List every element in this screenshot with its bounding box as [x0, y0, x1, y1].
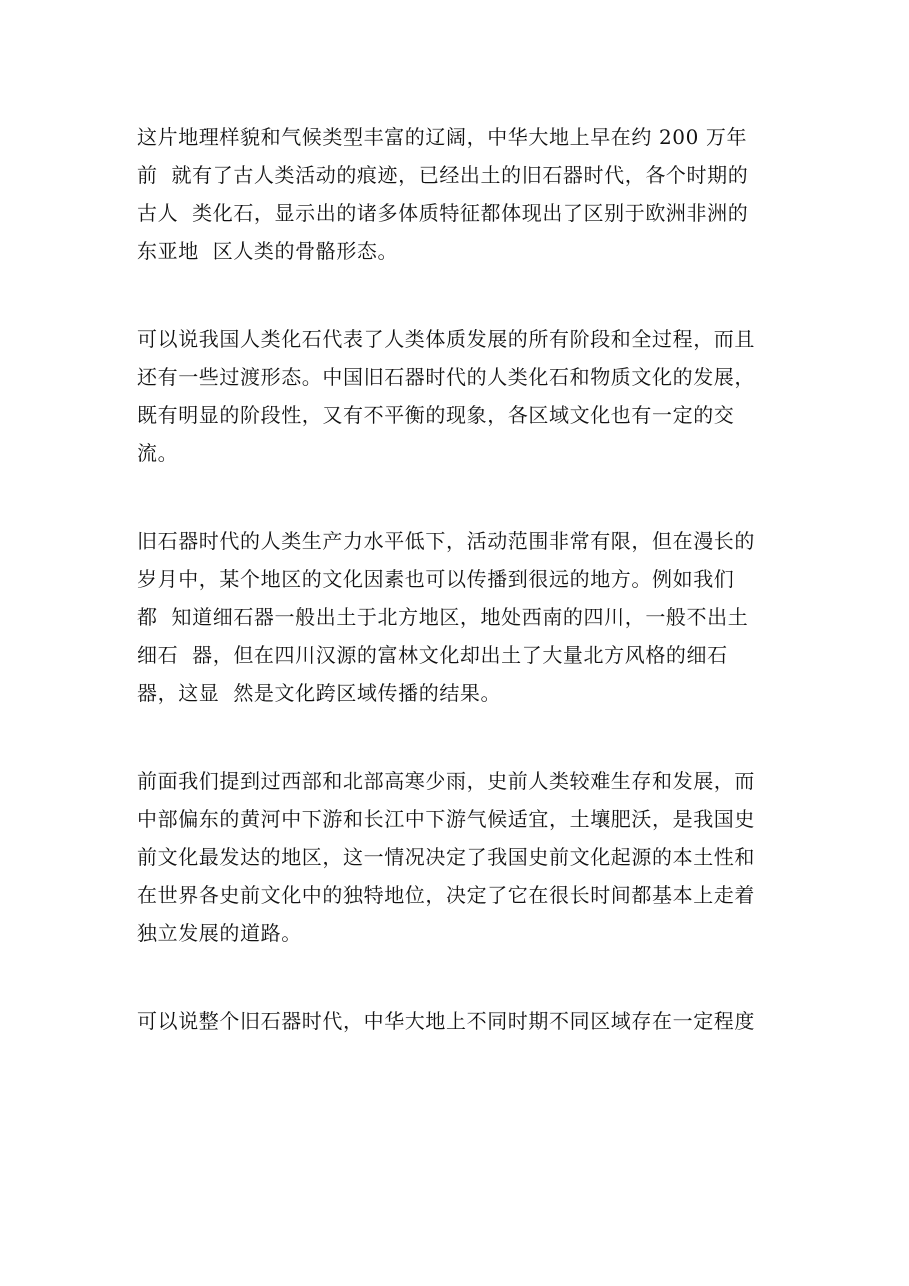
paragraph-line: 细石 器，但在四川汉源的富林文化却出土了大量北方风格的细石 — [137, 643, 728, 667]
paragraph-4 — [137, 762, 777, 952]
paragraph-line: 都 知道细石器一般出土于北方地区，地处西南的四川，一般不出土 — [137, 605, 749, 629]
paragraph-line: 古人 类化石，显示出的诸多体质特征都体现出了区别于欧洲非洲的 — [137, 201, 749, 225]
paragraph-line: 在世界各史前文化中的独特地位，决定了它在很长时间都基本上走着 — [137, 883, 755, 907]
paragraph-1 — [137, 118, 777, 270]
paragraph-line: 前面我们提到过西部和北部高寒少雨，史前人类较难生存和发展，而 — [137, 769, 755, 793]
paragraph-line: 还有一些过渡形态。中国旧石器时代的人类化石和物质文化的发展， — [137, 365, 755, 389]
paragraph-line: 前 就有了古人类活动的痕迹，已经出土的旧石器时代，各个时期的 — [137, 163, 749, 187]
paragraph-line: 既有明显的阶段性，又有不平衡的现象，各区域文化也有一定的交 — [137, 403, 735, 427]
paragraph-line: 可以说整个旧石器时代，中华大地上不同时期不同区域存在一定程度 — [137, 1009, 755, 1033]
paragraph-5 — [137, 1002, 777, 1040]
paragraph-gap — [137, 952, 777, 1002]
paragraph-2 — [137, 320, 777, 472]
paragraph-line: 东亚地 区人类的骨骼形态。 — [137, 239, 399, 263]
paragraph-line: 中部偏东的黄河中下游和长江中下游气候适宜，土壤肥沃，是我国史 — [137, 807, 755, 831]
paragraph-line: 可以说我国人类化石代表了人类体质发展的所有阶段和全过程，而且 — [137, 327, 755, 351]
paragraph-line: 流。 — [137, 441, 179, 465]
document-body — [137, 118, 777, 1040]
paragraph-line: 岁月中，某个地区的文化因素也可以传播到很远的地方。例如我们 — [137, 567, 735, 591]
paragraph-line: 这片地理样貌和气候类型丰富的辽阔，中华大地上早在约 200 万年 — [137, 125, 748, 149]
paragraph-line: 独立发展的道路。 — [137, 921, 302, 945]
paragraph-line: 前文化最发达的地区，这一情况决定了我国史前文化起源的本土性和 — [137, 845, 755, 869]
paragraph-gap — [137, 472, 777, 522]
paragraph-line: 器，这显 然是文化跨区域传播的结果。 — [137, 681, 502, 705]
paragraph-3 — [137, 522, 777, 712]
paragraph-gap — [137, 712, 777, 762]
paragraph-line: 旧石器时代的人类生产力水平低下，活动范围非常有限，但在漫长的 — [137, 529, 755, 553]
paragraph-gap — [137, 270, 777, 320]
